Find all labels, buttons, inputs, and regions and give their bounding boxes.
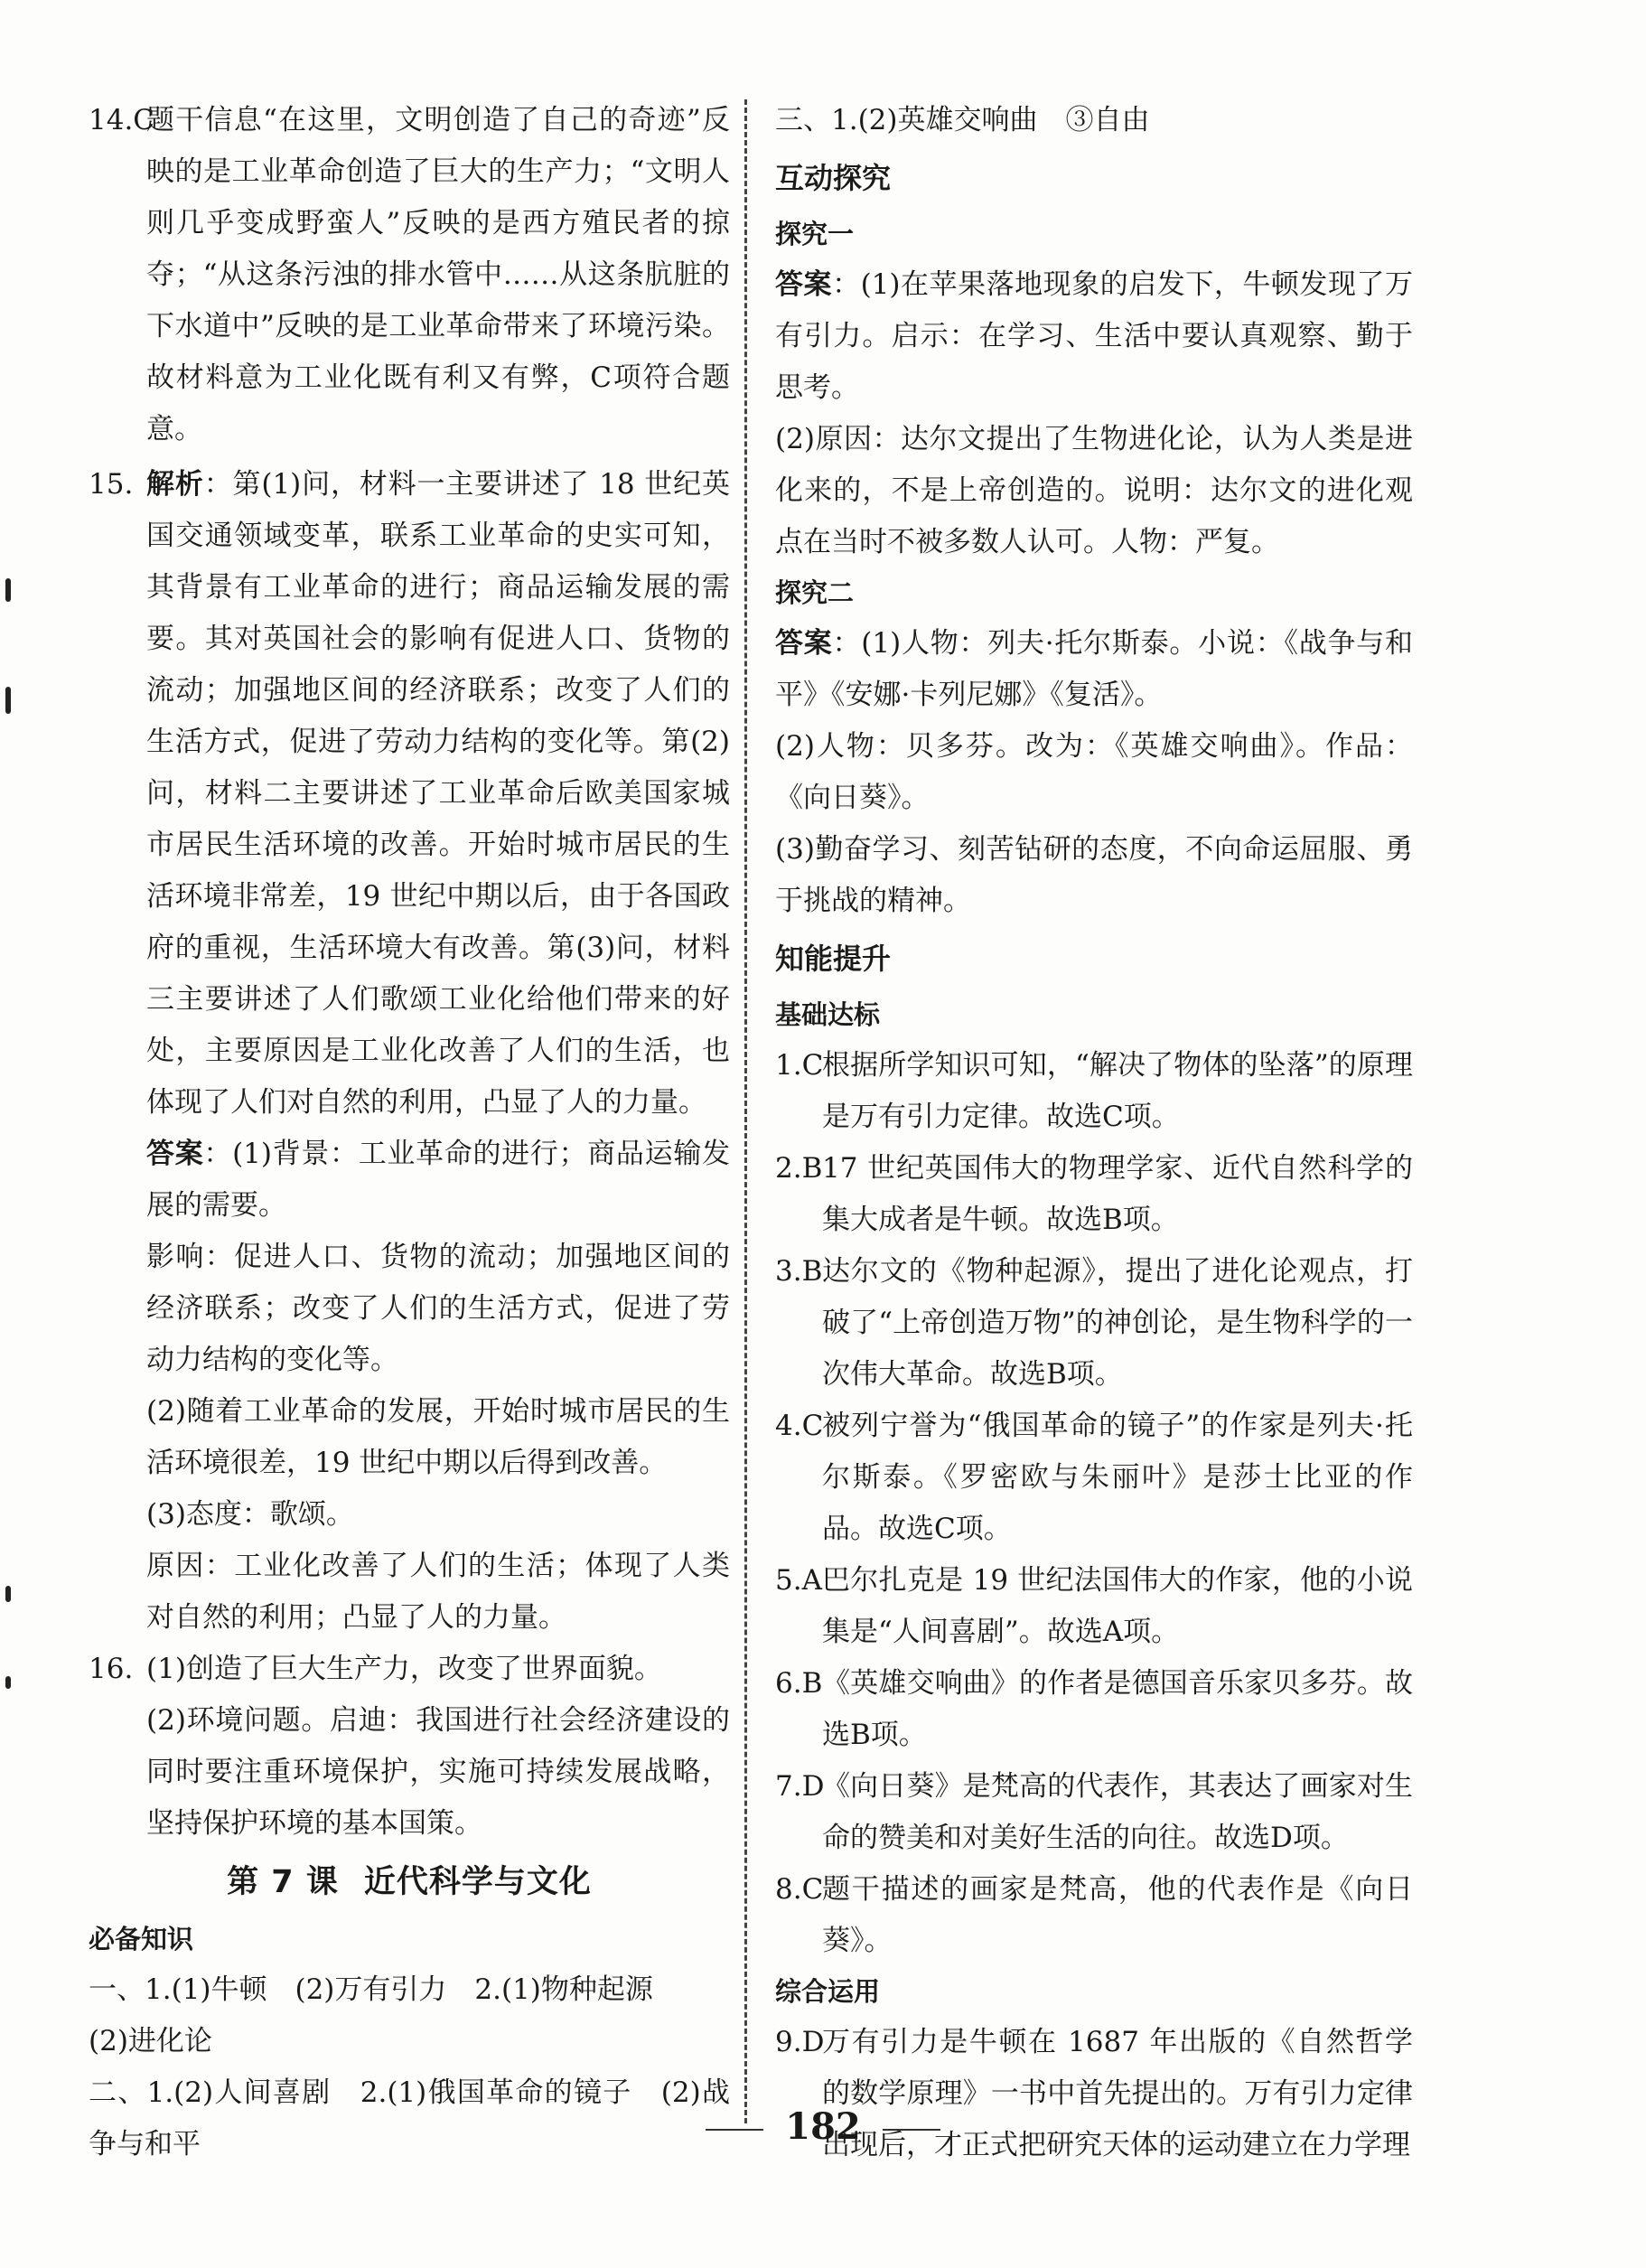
page-dash: [706, 2129, 763, 2131]
answer-item: [775, 1246, 1413, 1401]
explore-answer: [775, 259, 1413, 414]
answer-text: ：(1)人物：列夫·托尔斯泰。小说：《战争与和平》《安娜·卡列尼娜》《复活》。: [775, 627, 1414, 711]
answer-item: [775, 1864, 1413, 1967]
lesson-name: 近代科学与文化: [363, 1864, 592, 1900]
item-text: 《英雄交响曲》的作者是德国音乐家贝多芬。故选B项。: [822, 1667, 1413, 1751]
explore-answer-part: (3)勤奋学习、刻苦钻研的态度，不向命运屈服、勇于挑战的精神。: [775, 833, 1413, 917]
item-number: 2.B: [775, 1152, 823, 1185]
item-number: 14.C: [89, 104, 155, 136]
analysis-label: 解析: [146, 468, 204, 501]
analysis-text: ：第(1)问，材料一主要讲述了 18 世纪英国交通领域变革，联系工业革命的史实可知，其背景有工业革命的进行；商品运输发展的需要。其对英国社会的影响有促进人口、货物的流动；加强地区间的经济联系；改变了人们的生活方式，促进了劳动力结构的变化等。第(2)问，材料二主要讲述了工业革命后欧美国家城市居民生活环境的改善。开始时城市居民的生活环境非常差，19 世纪中期以后，由于各国政府的重视，生活环境大有改善。第(3)问，材料三主要讲述了人们歌颂工业化给他们带来的好处，主要原因是工业化改善了人们的生活，也体现了人们对自然的利用，凸显了人的力量。: [146, 468, 730, 1119]
answer-item-9: [775, 2017, 1413, 2171]
page-number-text: 182: [785, 2105, 861, 2148]
item-number: 3.B: [775, 1255, 823, 1288]
answer-item: [775, 1040, 1413, 1143]
knowledge-line: (2)进化论: [89, 2025, 212, 2057]
item-text: 题干信息“在这里，文明创造了自己的奇迹”反映的是工业革命创造了巨大的生产力；“文明人则几乎变成野蛮人”反映的是西方殖民者的掠夺；“从这条污浊的排水管中……从这条肮脏的下水道中”反映的是工业革命带来了环境污染。故材料意为工业化既有利又有弊，C项符合题意。: [146, 104, 730, 445]
answer-15-part3b: 原因：工业化改善了人们的生活；体现了人类对自然的利用；凸显了人的力量。: [146, 1550, 730, 1634]
item-text: 17 世纪英国伟大的物理学家、近代自然科学的集大成者是牛顿。故选B项。: [822, 1152, 1413, 1236]
section-heading: 必备知识: [89, 1924, 194, 1954]
subsection-heading: 探究一: [775, 219, 855, 249]
item-number: 8.C: [775, 1873, 824, 1906]
subsection-heading: 基础达标: [775, 999, 881, 1030]
right-column: [775, 95, 1413, 2171]
answer-15-part1b: 影响：促进人口、货物的流动；加强地区间的经济联系；改变了人们的生活方式，促进了劳动力结构的变化等。: [146, 1241, 730, 1376]
page-dash: [883, 2129, 940, 2131]
answer-label: 答案: [775, 268, 833, 301]
answer-16-part2: (2)环境问题。启迪：我国进行社会经济建设的同时要注重环境保护，实施可持续发展战略，坚持保护环境的基本国策。: [146, 1704, 730, 1840]
item-text: 《向日葵》是梵高的代表作，其表达了画家对生命的赞美和对美好生活的向往。故选D项。: [822, 1770, 1413, 1854]
item-text: 题干描述的画家是梵高，他的代表作是《向日葵》。: [822, 1873, 1413, 1957]
section-heading: 知能提升: [775, 942, 892, 976]
item-number: 1.C: [775, 1049, 824, 1082]
item-text: 达尔文的《物种起源》，提出了进化论观点，打破了“上帝创造万物”的神创论，是生物科学的一次伟大革命。故选B项。: [822, 1255, 1413, 1391]
answer-item-14: [89, 95, 730, 455]
column-divider: [744, 99, 747, 2123]
page-number: [0, 2105, 1646, 2148]
lesson-number: 第 7 课: [227, 1864, 339, 1900]
answer-item: [775, 1143, 1413, 1246]
item-text: 根据所学知识可知，“解决了物体的坠落”的原理是万有引力定律。故选C项。: [822, 1049, 1413, 1133]
answer-item-15: [89, 459, 730, 1129]
answer-item-16: [89, 1644, 730, 1695]
margin-mark: [5, 1586, 11, 1602]
lesson-title: [89, 1850, 730, 1915]
answer-item: [775, 1401, 1413, 1555]
section-heading: 互动探究: [775, 161, 892, 195]
item-number: 4.C: [775, 1410, 824, 1442]
knowledge-line: 一、1.(1)牛顿 (2)万有引力 2.(1)物种起源: [89, 1973, 653, 2006]
left-column: [89, 95, 730, 2170]
answer-item: [775, 1658, 1413, 1761]
answer-15-part2: (2)随着工业革命的发展，开始时城市居民的生活环境很差，19 世纪中期以后得到改善。: [146, 1395, 730, 1479]
item-text: 巴尔扎克是 19 世纪法国伟大的作家，他的小说集是“人间喜剧”。故选A项。: [822, 1564, 1413, 1648]
answer-list: [775, 1040, 1413, 1967]
answer-label: 答案: [146, 1138, 204, 1170]
item-text: 万有引力是牛顿在 1687 年出版的《自然哲学的数学原理》一书中首先提出的。万有引力定律出现后，才正式把研究天体的运动建立在力学理: [822, 2026, 1413, 2161]
item-number: 16.: [89, 1653, 134, 1685]
item-number: 15.: [89, 468, 134, 501]
knowledge-line: 二、1.(2)人间喜剧 2.(1)俄国革命的镜子 (2)战争与和平: [89, 2076, 730, 2160]
item-text: 被列宁誉为“俄国革命的镜子”的作家是列夫·托尔斯泰。《罗密欧与朱丽叶》是莎士比亚的作品。故选C项。: [822, 1410, 1413, 1545]
item-text: (1)创造了巨大生产力，改变了世界面貌。: [146, 1653, 662, 1685]
answer-text: ：(1)在苹果落地现象的启发下，牛顿发现了万有引力。启示：在学习、生活中要认真观察、勤于思考。: [775, 268, 1413, 404]
answer-15-part1: [89, 1129, 730, 1232]
answer-item: [775, 1761, 1413, 1864]
item-number: 9.D: [775, 2026, 825, 2058]
explore-answer: [775, 618, 1413, 721]
item-number: 7.D: [775, 1770, 825, 1803]
subsection-heading: 探究二: [775, 577, 855, 608]
margin-mark: [5, 578, 11, 602]
item-number: 6.B: [775, 1667, 823, 1700]
answer-15-part3: (3)态度：歌颂。: [146, 1498, 354, 1531]
explore-answer-part: (2)人物：贝多芬。改为：《英雄交响曲》。作品：《向日葵》。: [775, 730, 1413, 814]
answer-item: [775, 1555, 1413, 1658]
answer-label: 答案: [775, 627, 833, 660]
margin-mark: [5, 1676, 11, 1689]
explore-answer-part: (2)原因：达尔文提出了生物进化论，认为人类是进化来的，不是上帝创造的。说明：达尔文的进化观点在当时不被多数人认可。人物：严复。: [775, 423, 1413, 558]
subsection-heading: 综合运用: [775, 1976, 881, 2007]
knowledge-line: 三、1.(2)英雄交响曲 ③自由: [775, 104, 1150, 136]
answer-text: ：(1)背景：工业革命的进行；商品运输发展的需要。: [146, 1138, 731, 1222]
margin-mark: [5, 687, 11, 714]
item-number: 5.A: [775, 1564, 822, 1597]
